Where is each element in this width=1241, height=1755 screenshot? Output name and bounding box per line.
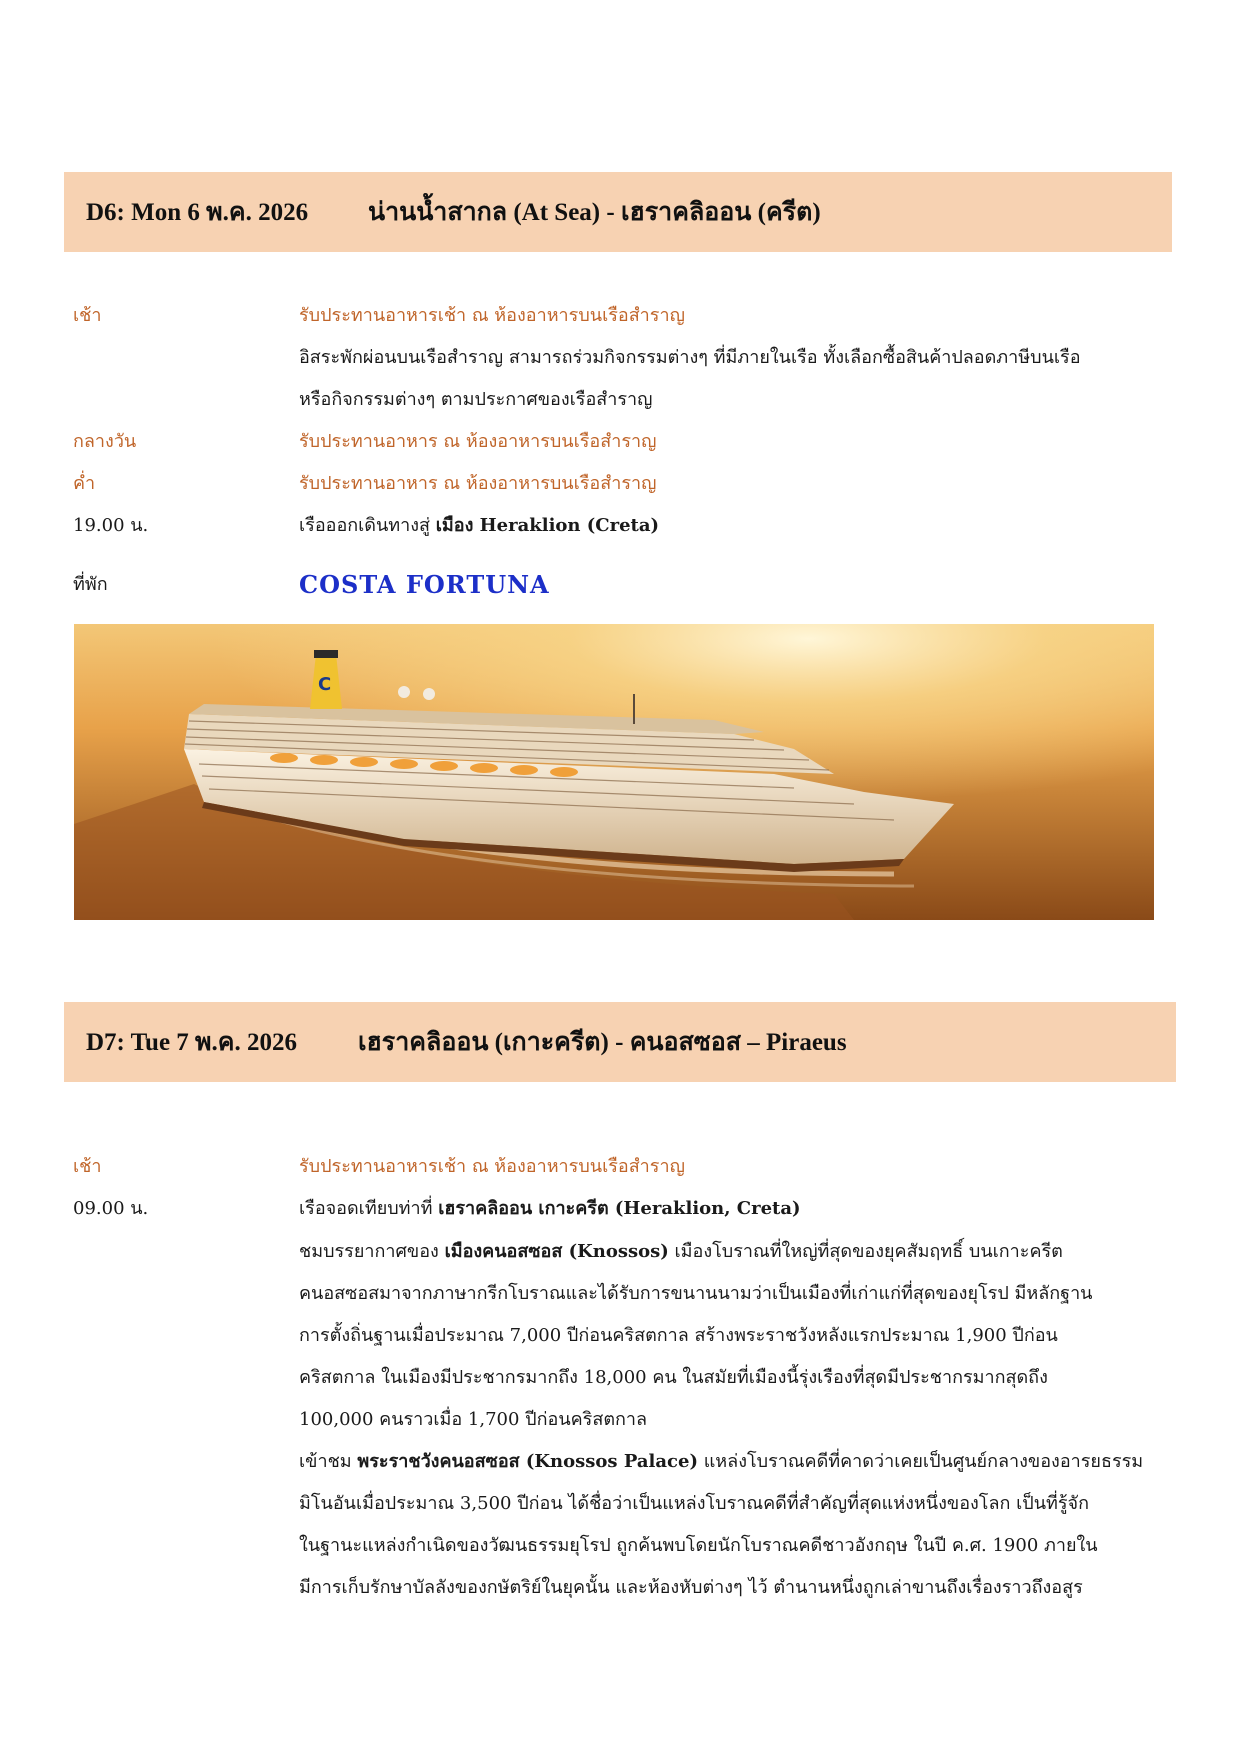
day6-code: D6: Mon 6 พ.ค. 2026 (86, 199, 309, 226)
svg-text:C: C (318, 674, 332, 695)
time-label: เช้า (73, 305, 102, 326)
activity-text: มีการเก็บรักษาบัลลังของกษัตริย์ในยุคนั้น และห้องหับต่างๆ ไว้ ตำนานหนึ่งถูกเล่าขานถึงเรื่องราวถึงอสูร (299, 1577, 1083, 1598)
departure-text: เรือออกเดินทางสู่ (299, 515, 436, 536)
activity-text: คนอสซอสมาจากภาษากรีกโบราณและได้รับการขนานนามว่าเป็นเมืองที่เก่าแก่ที่สุดของยุโรป มีหลักฐาน (299, 1283, 1093, 1304)
arrival-port: เฮราคลิออน เกาะครีต (Heraklion, Creta) (438, 1198, 801, 1219)
activity-text: คริสตกาล ในเมืองมีประชากรมากถึง 18,000 คน ในสมัยที่เมืองนี้รุ่งเรืองที่สุดมีประชากรมากสุดถึง (299, 1367, 1048, 1388)
time-label: กลางวัน (73, 431, 137, 452)
day7-header (64, 1002, 1176, 1082)
activity-text: รับประทานอาหารเช้า ณ ห้องอาหารบนเรือสำราญ (299, 1156, 685, 1177)
knossos-name: เมืองคนอสซอส (Knossos) (444, 1241, 669, 1262)
cruise-ship-photo (74, 624, 1154, 920)
activity-text (299, 1441, 1169, 1483)
activity-text: มิโนอันเมื่อประมาณ 3,500 ปีก่อน ได้ชื่อว่าเป็นแหล่งโบราณคดีที่สำคัญที่สุดแห่งหนึ่งของโลก เป็นที่รู้จัก (299, 1493, 1089, 1514)
knossos-desc: เมืองโบราณที่ใหญ่ที่สุดของยุคสัมฤทธิ์ บนเกาะครีต (668, 1241, 1063, 1262)
day7-code: D7: Tue 7 พ.ค. 2026 (86, 1029, 298, 1056)
activity-text: รับประทานอาหาร ณ ห้องอาหารบนเรือสำราญ (299, 431, 657, 452)
cruise-ship-illustration (74, 624, 1154, 920)
activity-text: อิสระพักผ่อนบนเรือสำราญ สามารถร่วมกิจกรรมต่างๆ ที่มีภายในเรือ ทั้งเลือกซื้อสินค้าปลอดภาษีบนเรือ (299, 347, 1081, 368)
knossos-intro: ชมบรรยากาศของ (299, 1241, 445, 1262)
activity-text (299, 1231, 1169, 1273)
activity-text: ในฐานะแหล่งกำเนิดของวัฒนธรรมยุโรป ถูกค้นพบโดยนักโบราณคดีชาวอังกฤษ ในปี ค.ศ. 1900 ภายใน (299, 1535, 1098, 1556)
palace-intro: เข้าชม (299, 1451, 358, 1472)
time-label: 09.00 น. (73, 1198, 149, 1219)
activity-text (299, 505, 1169, 547)
activity-text: 100,000 คนราวเมื่อ 1,700 ปีก่อนคริสตกาล (299, 1409, 648, 1430)
arrival-text: เรือจอดเทียบท่าที่ (299, 1198, 439, 1219)
activity-text: รับประทานอาหารเช้า ณ ห้องอาหารบนเรือสำราญ (299, 305, 685, 326)
palace-desc: แหล่งโบราณคดีที่คาดว่าเคยเป็นศูนย์กลางของอารยธรรม (697, 1451, 1144, 1472)
palace-name: พระราชวังคนอสซอส (Knossos Palace) (357, 1451, 698, 1472)
departure-destination: เมือง Heraklion (Creta) (435, 515, 660, 536)
time-label: 19.00 น. (73, 515, 149, 536)
time-label: เช้า (73, 1156, 102, 1177)
activity-text: การตั้งถิ่นฐานเมื่อประมาณ 7,000 ปีก่อนคริสตกาล สร้างพระราชวังหลังแรกประมาณ 1,900 ปีก่อน (299, 1325, 1058, 1346)
activity-text: รับประทานอาหาร ณ ห้องอาหารบนเรือสำราญ (299, 473, 657, 494)
activity-text (299, 1188, 1169, 1230)
day6-header (64, 172, 1172, 252)
stay-label: ที่พัก (73, 574, 108, 595)
day7-title: เฮราคลิออน (เกาะครีต) - คนอสซอส – Piraeus (358, 1029, 847, 1056)
activity-text: หรือกิจกรรมต่างๆ ตามประกาศของเรือสำราญ (299, 389, 653, 410)
day6-title: น่านน้ำสากล (At Sea) - เฮราคลิออน (ครีต) (368, 199, 821, 226)
time-label: ค่ำ (73, 473, 96, 494)
cruise-ship-name: COSTA FORTUNA (299, 570, 550, 599)
